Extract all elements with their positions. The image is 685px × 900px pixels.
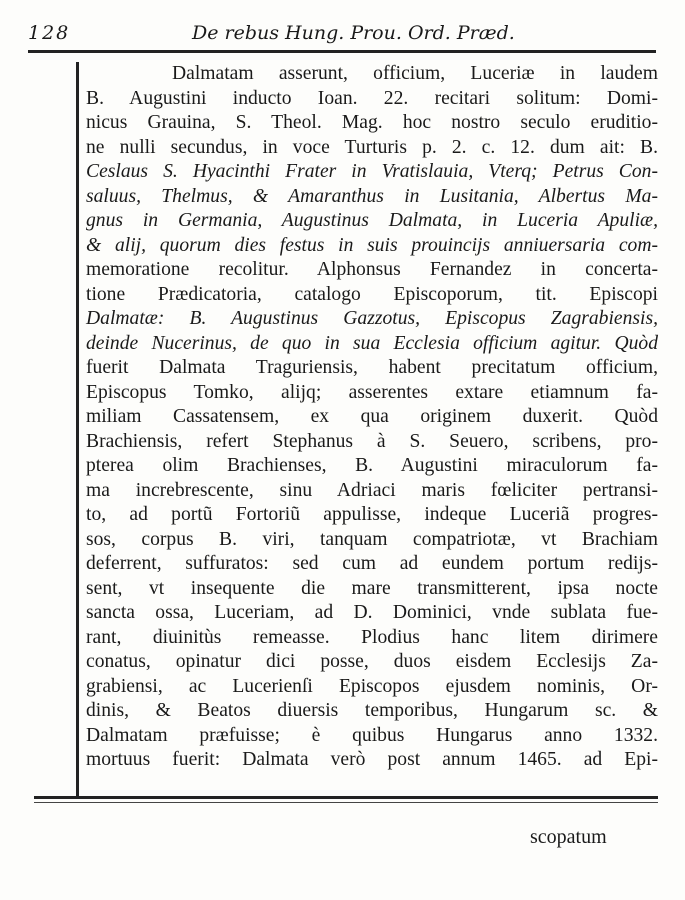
text-line: Brachiensis, refert Stephanus à S. Seuero, scribens, pro-: [86, 430, 658, 452]
text-line: Dalmatam præfuisse; è quibus Hungarus anno 1332.: [86, 724, 658, 746]
text-line: sancta ossa, Luceriam, ad D. Dominici, vnde sublata fue-: [86, 602, 658, 623]
text-line: ma increbrescente, sinu Adriaci maris fœliciter pertransi-: [86, 479, 658, 501]
text-line: rant, diuinitùs remeasse. Plodius hanc litem dirimere: [86, 626, 658, 648]
footer-rule: [34, 796, 658, 799]
text-line: tione Prædicatoria, catalogo Episcoporum, tit. Episcopi: [86, 283, 658, 305]
text-line: fuerit Dalmata Traguriensis, habent precitatum officium,: [86, 357, 658, 378]
text-line: B. Augustini inducto Ioan. 22. recitari solitum: Domi-: [86, 87, 658, 109]
text-line: ne nulli secundus, in voce Turturis p. 2. c. 12. dum ait: B.: [86, 136, 658, 158]
text-line: memoratione recolitur. Alphonsus Fernandez in concerta-: [86, 259, 658, 280]
body-text: [86, 62, 658, 773]
text-line: saluus, Thelmus, & Amaranthus in Lusitania, Albertus Ma-: [86, 185, 658, 207]
text-line: sent, vt insequente die mare transmitterent, ipsa nocte: [86, 577, 658, 599]
text-line: sos, corpus B. viri, tanquam compatriotæ, vt Brachiam: [86, 528, 658, 550]
text-line: grabiensi, ac Lucerienſi Episcopos ejusdem nominis, Or-: [86, 675, 658, 697]
text-line: & alij, quorum dies festus in suis prouincijs anniuersaria com-: [86, 234, 658, 256]
text-line: pterea olim Brachienses, B. Augustini miraculorum fa-: [86, 455, 658, 476]
text-line: conatus, opinatur dici posse, duos eisdem Ecclesijs Za-: [86, 651, 658, 672]
text-line: gnus in Germania, Augustinus Dalmata, in Luceria Apuliæ,: [86, 210, 658, 231]
catchword: scopatum: [530, 826, 607, 848]
text-line: nicus Grauina, S. Theol. Mag. hoc nostro seculo eruditio-: [86, 112, 658, 133]
text-line: Dalmatam asserunt, officium, Luceriæ in laudem: [172, 63, 658, 84]
text-line: Dalmatæ: B. Augustinus Gazzotus, Episcopus Zagrabiensis,: [86, 308, 658, 329]
text-line: dinis, & Beatos diuersis temporibus, Hungarum sc. &: [86, 700, 658, 721]
text-line: mortuus fuerit: Dalmata verò post annum 1465. ad Epi-: [86, 749, 658, 770]
text-line: Ceslaus S. Hyacinthi Frater in Vratislauia, Vterq; Petrus Con-: [86, 161, 658, 182]
page-number: 128: [28, 22, 71, 44]
footer-rule-thin: [34, 802, 658, 803]
text-line: deinde Nucerinus, de quo in sua Ecclesia officium agitur. Quòd: [86, 332, 658, 354]
running-head: De rebus Hung. Prou. Ord. Præd.: [192, 22, 515, 44]
header-rule: [28, 50, 656, 53]
text-line: to, ad portũ Fortoriũ appulisse, indeque Luceriã progres-: [86, 504, 658, 525]
text-line: deferrent, suffuratos: sed cum ad eundem portum redijs-: [86, 553, 658, 574]
left-margin-rule: [76, 62, 79, 796]
page-header: [20, 8, 660, 42]
text-line: Episcopus Tomko, alijq; asserentes extare etiamnum fa-: [86, 381, 658, 403]
text-line: miliam Cassatensem, ex qua originem duxerit. Quòd: [86, 406, 658, 427]
